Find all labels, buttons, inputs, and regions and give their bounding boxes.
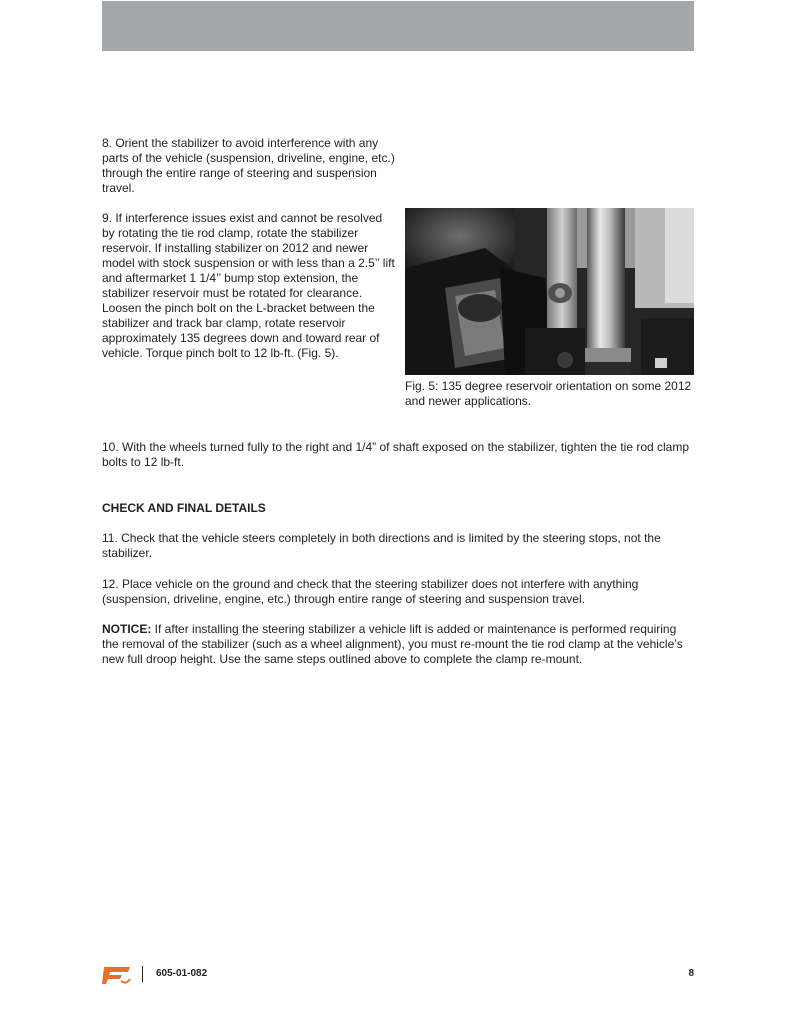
notice-paragraph [102,622,696,667]
step-10-text: 10. With the wheels turned fully to the right and 1/4” of shaft exposed on the stabilizer, tighten the tie rod clamp bolts to 12 lb-ft. [102,440,690,469]
footer-divider [142,966,143,982]
step-8-text: 8. Orient the stabilizer to avoid interference with any parts of the vehicle (suspension, driveline, engine, etc.) through the entire range of steering and suspension travel. [102,136,395,195]
figure-5-caption: Fig. 5: 135 degree reservoir orientation on some 2012 and newer applications. [405,379,692,408]
section-heading: CHECK AND FINAL DETAILS [102,501,266,515]
step-9-text: 9. If interference issues exist and cannot be resolved by rotating the tie rod clamp, rotate the stabilizer reservoir. If installing stabilizer on 2012 and newer model with stock suspension or with less than a 2.5’’ lift and aftermarket 1 1/4’’ bump stop extension, the stabilizer reservoir must be rotated for clearance. Loosen the pinch bolt on the L-bracket between the stabilizer and track bar clamp, rotate reservoir approximately 135 degrees down and toward rear of vehicle. Torque pinch bolt to 12 lb-ft. (Fig. 5). [102,211,395,360]
header-bar [102,1,694,51]
step-11-text: 11. Check that the vehicle steers completely in both directions and is limited by the steering stops, not the stabilizer. [102,531,661,560]
step-12-text: 12. Place vehicle on the ground and check that the steering stabilizer does not interfere with anything (suspension, driveline, engine, etc.) through entire range of steering and suspension travel. [102,577,639,606]
document-number: 605-01-082 [156,968,208,979]
notice-label: NOTICE: [102,622,152,636]
notice-text: If after installing the steering stabilizer a vehicle lift is added or maintenance is performed requiring the removal of the stabilizer (such as a wheel alignment), you must re-mount the tie rod clamp at the vehicle’s new full droop height. Use the same steps outlined above to complete the clamp re-mount. [102,622,683,666]
figure-5-photo [405,208,694,375]
page-number: 8 [688,968,694,979]
fox-logo [102,964,132,986]
